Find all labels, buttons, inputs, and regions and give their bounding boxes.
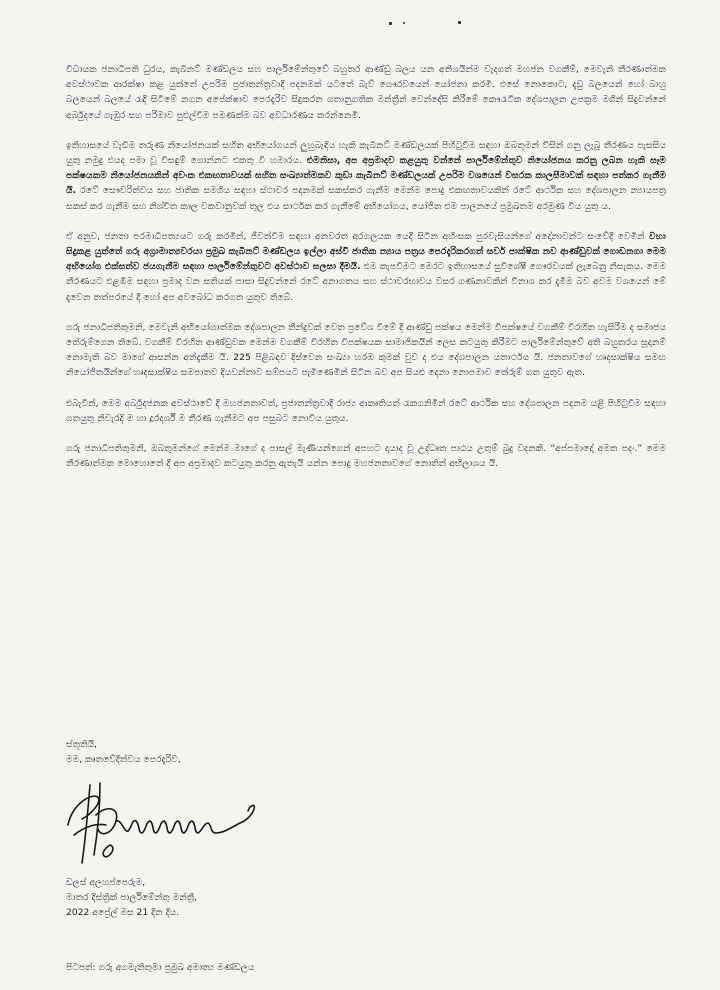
letter-date: 2022 අප්‍රේල් මස 21 දින දිය. xyxy=(66,907,180,919)
paragraph xyxy=(66,320,666,381)
paragraph-text: එබැවින්, මෙම අර්බුදජනක අවස්ථාවේ දී මහජනතාවත්, ප්‍රජාතන්ත්‍රවාදී රාජ්‍ය ආකෘතියත් රැකගනිමින් රටේ ආර්ථික සහ දේශපාලන පදනම යළි පිහිටුවීම සඳහා ගතයුතු නිවැරදි ම හා දූරදර්ශී ම තීරණ ගැනීමට අප පසුබට නොවිය යුතුය. xyxy=(66,397,666,424)
emphasized-text: එමනිසා, අප අප්‍රමාදව කළයුතු වන්නේ පාර්ලිමේන්තුව නියෝජනය කරනු ලබන හැකි සෑම පක්ෂයකම නියෝජනයකින් අවංක එකඟතාවයක් සහිත සංඛ්‍යාත්මකව කුඩා කැබිනට් මණ්ඩලයක් උපරිම වශයෙන් වසරක කාලසීමාවක් සඳහා පත්කර ගැනීම යි. xyxy=(66,155,666,197)
paragraph-text: ගරු ජනාධිපතිතුමනි, මෙවැනි අභියෝගාත්මක දේශපාලන තීන්දුවක් වෙත ප්‍රවේශ වීමේ දී ආණ්ඩු පක්ෂය මෙන්ම විපක්ෂයේ වගකීම් විරහිත හැසිරීම ද සමාජය තේරුම්ගෙන තිබේ. වගකීම් විරහිත ආණ්ඩුවක මෙන්ම වගකීම් විරහිත විපක්ෂයක සාමාජිකයින් ලෙස කටයුතු කිරීමට පාර්ලිමේන්තුවේ අති බහුතරය සූදානම් නොමැති බව මාගේ ආසන්න අත්දැකීම යි. 225 පිළිබඳව දිස්වෙන සංඛ්‍යා හරඹ කුමක් වුව ද එය දේශපාලන යතාර්ථය යි. ජනතාවගේ හෘදසාක්ෂිය සමඟ නියෝජිතයින්ගේ හෘදසාක්ෂිය සමපාතව දියවන්නාව සම්පයට පැමිණෙමින් සිටින බව අප සියළු දෙනා නොපමාව තේරුම් ගත යුතුව ඇත. xyxy=(66,321,666,379)
paragraph xyxy=(66,62,666,123)
scan-speck xyxy=(403,22,405,24)
closing-thanks: ස්තූතියි, xyxy=(66,739,98,750)
paragraph xyxy=(66,441,666,471)
signatory-title: මාතර දිස්ත්‍රික් පාර්ලිමේන්තු මන්ත්‍රී, xyxy=(66,892,198,904)
paragraph-text: රටේ සෞවරිත්වය සහ ජාතික සමගිය සඳහා ස්ථාවර පදනමක් සකස්කර ගැනීම මෙන්ම පොදු එකඟතාවයකින් රටේ ආර්ථික සහ දේශපාලන න්‍යායපත්‍ර සකස් කර ගැනීම සහ නිශ්චිත කාල වකවානුවක් තුල එය සාර්ථක කර ගැනීමේ අභියෝගය, යෝජිත එම පාලනයේ ප්‍රමුඛතම අරමුණ විය යුතු ය. xyxy=(66,185,666,212)
emphasized-text: වහා සිදුකළ යුත්තේ ගරු අග්‍රාමාත්‍යවරයා ප්‍රමුඛ කැබිනට් මණ්ඩලය ඉල්ලා අස්වී ජාතික න්‍යාය පත්‍රය පෙරදැරිකරගත් සර්ව පාක්ෂික නව ආණ්ඩුවක් ගොඩනගා මෙම අභියෝග එක්සත්ව ජයගැනීම සඳහා පාර්ලිමේන්තුවට අවස්ථාව සලසා දීමයි. xyxy=(66,230,666,273)
signatory-name: ඩලස් අලහප්පෙරුම, xyxy=(66,877,146,888)
closing-block xyxy=(66,737,466,767)
paragraph-text: එම කැපවීමට මෙරට ඉතිහාසයේ සුවිශේෂී ගෞරවයක් ලැබෙනු නිසැකය. මෙම තීරණයට එළඹීම සඳහා ප්‍රමාද වන සතියක් පාසා සිදුවන්නේ රටේ අනාගතය සහ ස්ථාවරභාවය වසර ගණනාවකින් විනාශ කර දැමීම බව අවම වශයෙන් මේ දැවෙන තත්පරයේ දී හෝ අප අවබෝධ කරගත යුතුව තිබේ. xyxy=(66,261,666,303)
handwritten-signature xyxy=(60,775,270,865)
signatory-block xyxy=(66,875,466,921)
paragraph-text: විධායක ජනාධිපති ධුරය, කැබිනට් මණ්ඩලය සහ පාර්ලිමේන්තුවේ බහුතර ආණ්ඩු බලය යන අතිශයින්ම වැදගත් මහජන වගකීම්, මෙවැනි තීරණාත්මක අවස්ථාවක ආරක්ෂා කළ යුත්තේ උපරිම ප්‍රජාතන්ත්‍රවාදී පදනමක් යටතේ බැව් ගෞරවයෙන් යෝජනා කරමි. එසේ නොකොට, දැඩු බලයෙන් හෝ බාහු බලයෙන් බලයේ රැඳී සිටීමේ නගන අපේක්ෂාව පෙරදැරිව සිදුකරන ගතානුගතික මන්ත්‍රීන් වෙන්දේසි කිරීමේ කෞරැටික දේශපාලන උපක්‍රම මගින් සිදුවන්නේ අර්බුදයේ ගැඹුර සහ පරිමාව පුළුල්වීම පමණක්ම බව අවධාරණය කරන්නෙමි. xyxy=(66,64,666,121)
letter-body xyxy=(66,62,666,486)
paragraph xyxy=(66,138,666,214)
closing-regards: මම, කෘතවේදිත්වය පෙරදැරිව, xyxy=(66,754,181,766)
scan-speck xyxy=(389,22,392,25)
paragraph-text: ඉතිහාසයේ වැඩිම තරුණ නියෝජනයක් සහිත අභියෝගයන් ලුහුබැඳිය හැකි කැබිනට් මණ්ඩලයක් පිහිටුවීම සඳහා ඔබතුමන් විසින් ගනු ලැබූ තීරණය පැසසිය යුතු නමුදු එයද පමා වූ විසඳුම් ගොන්නට එකතු වී හමාරය. xyxy=(66,139,666,167)
scan-speck xyxy=(458,21,461,24)
copy-to-line: පිටපත්: ගරු අගමැතිතුමා ප්‍රමුඛ අමාත්‍ය මණ්ඩලය xyxy=(66,962,255,973)
paragraph xyxy=(66,396,666,426)
paragraph xyxy=(66,229,666,305)
paragraph-text: ගරු ජනාධිපතිතුමනි, ඔබතුමන්ගේ මෙන්ම මාගේ ද පාසල් මැණියන්ගෙන් අපහට දායාද වූ උද්ධෘත පාඨය උතුම් බුදු වදනකි. “අප්පමාදෝ අමත පදං.” මෙම තීරණාත්මක මොහොතේ දී අප අප්‍රමාදව කටයුතු කරනු ඇතැයි යන්න පොදු මහජනතාවගේ නොතිත් අභිලාශය යි. xyxy=(66,443,666,470)
paragraph-text: ඒ අනුව, ජනතා පරමාධිපත්‍යයට ගරු කරමින්, ජීවත්වීම සඳහා අනවරත අරගලයක යෙදී සිටින අහිංසක පුරවැසියන්ගේ අදෝනාවන්ට සංවේදී වෙමින් xyxy=(66,230,650,242)
